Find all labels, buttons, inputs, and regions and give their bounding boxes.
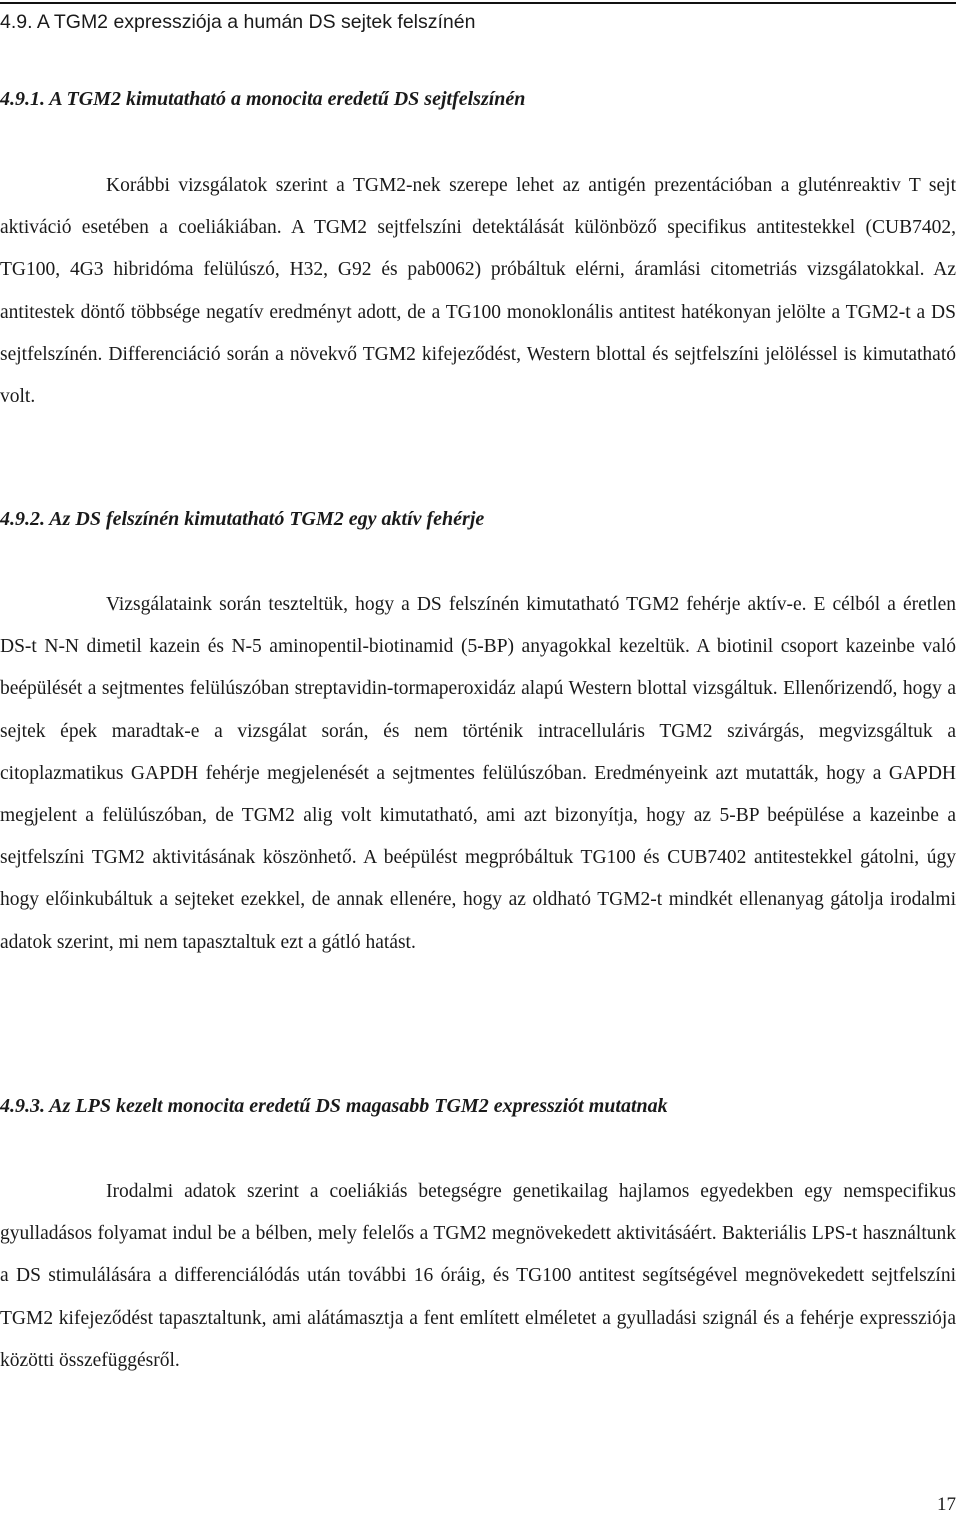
paragraph-4-9-2: Vizsgálataink során teszteltük, hogy a DS felszínén kimutatható TGM2 fehérje aktív-e. E célból a éretlen DS-t N-N dimetil kazein és N-5 aminopentil-biotinamid (5-BP) anyagokkal kezeltük. A biotinil csoport kazeinbe való beépülését a sejtmentes felülúszóban streptavidin-tormaperoxidáz alapú Western blottal vizsgáltuk. Ellenőrizendő, hogy a sejtek épek maradtak-e a vizsgálat során, és nem történik intracelluláris TGM2 szivárgás, megvizsgáltuk a citoplazmatikus GAPDH fehérje megjelenését a sejtmentes felülúszóban. Eredményeink azt mutatták, hogy a GAPDH megjelent a felülúszóban, de TGM2 alig volt kimutatható, ami azt bizonyítja, hogy az 5-BP beépülése a kazeinbe a sejtfelszíni TGM2 aktivitásának köszönhető. A beépülést megpróbáltuk TG100 és CUB7402 antitestekkel gátolni, úgy hogy előinkubáltuk a sejteket ezekkel, de annak ellenére, hogy az oldható TGM2-t mindkét ellenanyag gátolja irodalmi adatok szerint, mi nem tapasztaltuk ezt a gátló hatást.: [0, 594, 956, 953]
paragraph-4-9-3: Irodalmi adatok szerint a coeliákiás betegségre genetikailag hajlamos egyedekben egy nemspecifikus gyulladásos folyamat indul be a bélben, mely felelős a TGM2 megnövekedett aktivitásáért. Bakteriális LPS-t használtunk a DS stimulálására a differenciálódás után további 16 óráig, és TG100 antitest segítségével megnövekedett sejtfelszíni TGM2 kifejeződést tapasztaltunk, ami alátámasztja a fent említett elméletet a gyulladási szignál és a fehérje expressziója közötti összefüggésről.: [0, 1181, 956, 1371]
page-number: 17: [937, 1494, 956, 1515]
subsection-heading-4-9-3: 4.9.3. Az LPS kezelt monocita eredetű DS magasabb TGM2 expressziót mutatnak: [0, 1095, 668, 1117]
top-rule: [0, 2, 956, 4]
subsection-heading-4-9-1: 4.9.1. A TGM2 kimutatható a monocita eredetű DS sejtfelszínén: [0, 88, 526, 110]
paragraph-4-9-1: Korábbi vizsgálatok szerint a TGM2-nek szerepe lehet az antigén prezentációban a gluténreaktiv T sejt aktiváció esetében a coeliákiában. A TGM2 sejtfelszíni detektálását különböző specifikus antitestekkel (CUB7402, TG100, 4G3 hibridóma felülúszó, H32, G92 és pab0062) próbáltuk elérni, áramlási citometriás vizsgálatokkal. Az antitestek döntő többsége negatív eredményt adott, de a TG100 monoklonális antitest hatékonyan jelölte a TGM2-t a DS sejtfelszínén. Differenciáció során a növekvő TGM2 kifejeződést, Western blottal és sejtfelszíni jelöléssel is kimutatható volt.: [0, 175, 956, 408]
subsection-heading-4-9-2: 4.9.2. Az DS felszínén kimutatható TGM2 egy aktív fehérje: [0, 508, 485, 530]
section-heading: 4.9. A TGM2 expressziója a humán DS sejtek felszínén: [0, 11, 476, 33]
